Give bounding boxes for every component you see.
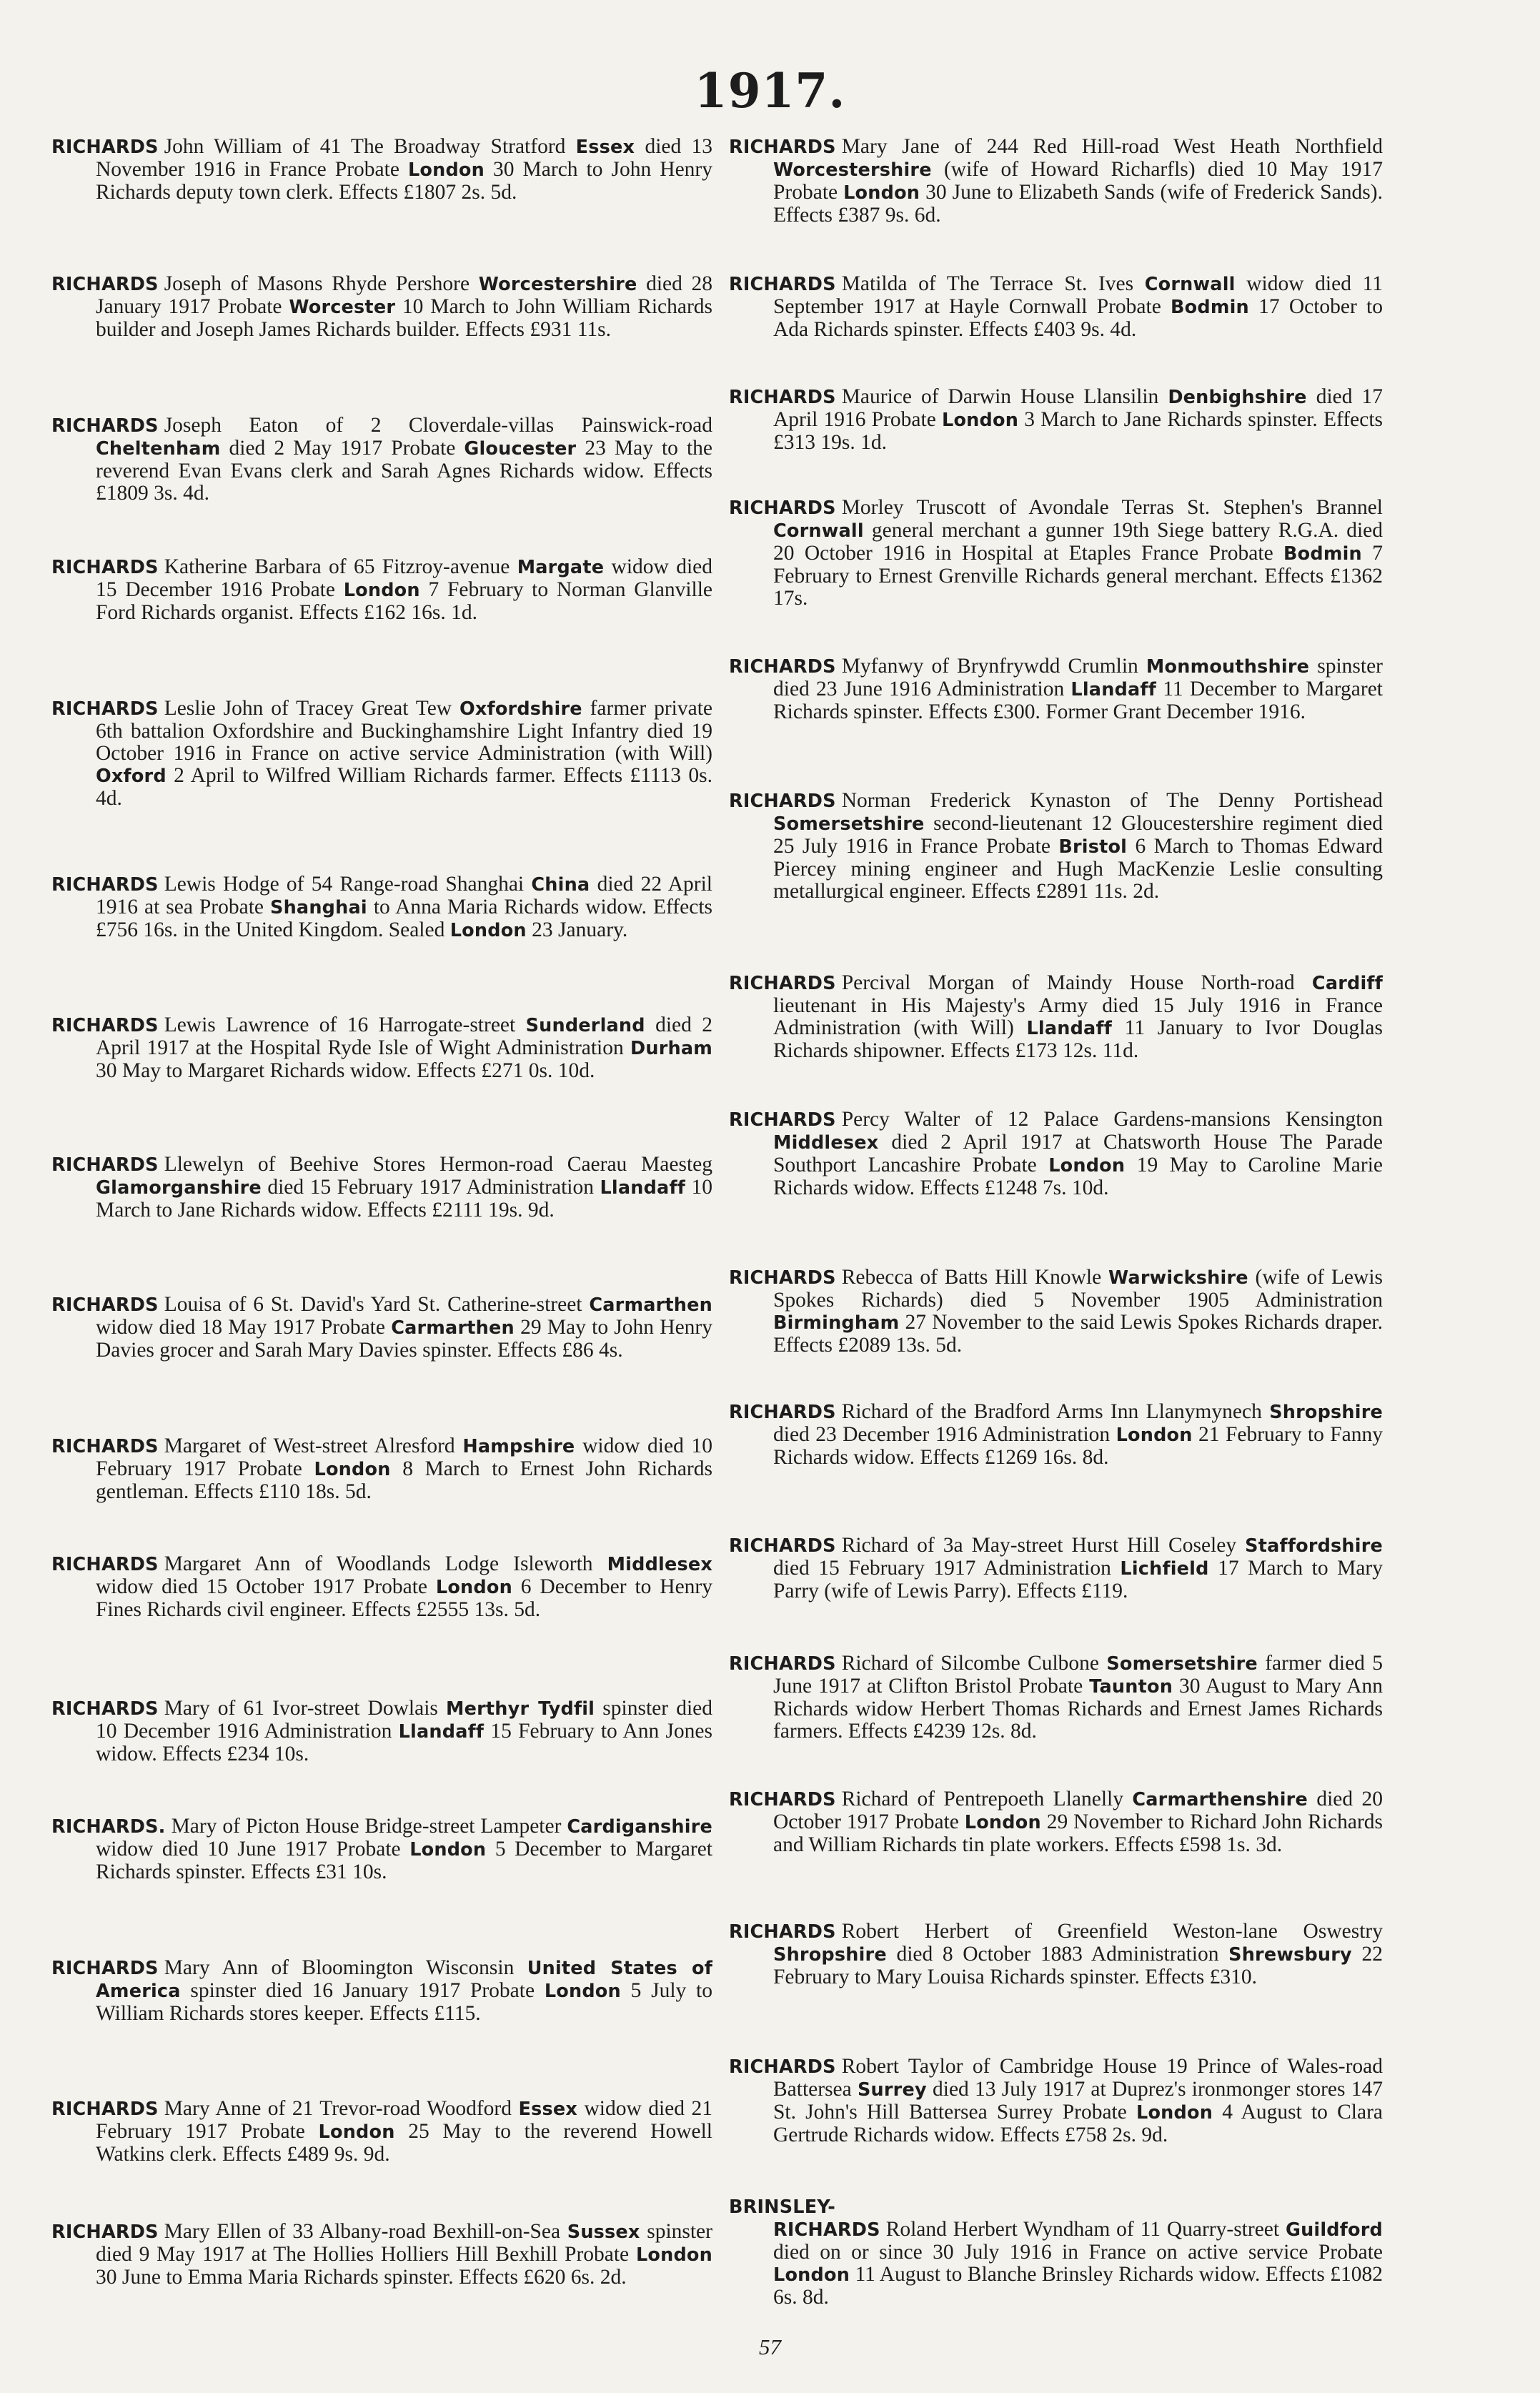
probate-entry	[51, 873, 712, 942]
entry-place-name: Carmarthen	[589, 1294, 712, 1316]
entry-text: Margaret of West-street Alresford	[164, 1435, 463, 1457]
probate-entry	[51, 2098, 712, 2166]
entry-text: Percival Morgan of Maindy House North-road	[841, 971, 1312, 994]
entry-text: 5 July to William Richards stores keeper. Effects £115.	[96, 1979, 712, 2025]
entry-text: Matilda of The Terrace St. Ives	[841, 272, 1145, 295]
entry-text: spinster died 16 January 1917 Probate	[180, 1979, 545, 2002]
entry-text: Robert Taylor of Cambridge House 19 Prince of Wales-road Battersea	[773, 2055, 1383, 2101]
entry-text: Lewis Lawrence of 16 Harrogate-street	[164, 1014, 526, 1036]
entry-surname: RICHARDS	[729, 137, 836, 158]
entry-surname: RICHARDS	[729, 1921, 836, 1943]
entry-text: died 23 December 1916 Administration	[773, 1423, 1116, 1446]
probate-entry	[729, 972, 1383, 1062]
entry-text: Norman Frederick Kynaston of The Denny Portishead	[841, 789, 1383, 812]
entry-place-name: Carmarthenshire	[1132, 1789, 1308, 1810]
entry-text: widow died 15 October 1917 Probate	[96, 1575, 436, 1598]
entry-place-name: Merthyr Tydfil	[446, 1698, 595, 1720]
page-year-heading: 1917.	[694, 63, 846, 119]
entry-surname: RICHARDS	[51, 274, 159, 295]
entry-surname-prefix: BRINSLEY-	[729, 2196, 836, 2218]
entry-surname: RICHARDS	[729, 656, 836, 678]
probate-entry	[729, 1921, 1383, 1988]
entry-place-name: Cardiff	[1311, 973, 1383, 994]
entry-text: (wife of Lewis Spokes Richards) died 5 November 1905 Administration	[773, 1266, 1383, 1312]
entry-text: Richard of Silcombe Culbone	[841, 1652, 1107, 1675]
entry-place-name: Margate	[517, 557, 605, 578]
entry-text: died 28 January 1917 Probate	[96, 272, 712, 318]
entry-surname: RICHARDS	[51, 1294, 159, 1316]
entry-place-name: Gloucester	[464, 438, 577, 460]
entry-text: 5 December to Margaret Richards spinster. Effects £31 10s.	[96, 1838, 713, 1883]
entry-surname: RICHARDS	[51, 874, 159, 896]
entry-place-name: Bodmin	[1283, 543, 1362, 565]
entry-text: 21 February to Fanny Richards widow. Effects £1269 16s. 8d.	[773, 1423, 1383, 1469]
entry-text: widow died 21 February 1917 Probate	[96, 2097, 712, 2143]
entry-text: died on or since 30 July 1916 in France on active service Probate	[773, 2241, 1383, 2264]
entry-place-name: Middlesex	[773, 1132, 879, 1154]
entry-text: farmer private 6th battalion Oxfordshire and Buckinghamshire Light Infantry died 19 October 1916 in France on active service Administration (with Will)	[96, 697, 712, 765]
entry-text: 22 February to Mary Louisa Richards spinster. Effects £310.	[773, 1943, 1383, 1988]
entry-text: lieutenant in His Majesty's Army died 15 July 1916 in France Administration (with Will)	[773, 994, 1383, 1039]
entry-text: 30 March to John Henry Richards deputy town clerk. Effects £1807 2s. 5d.	[96, 158, 712, 204]
entry-text: 3 March to Jane Richards spinster. Effects £313 19s. 1d.	[773, 408, 1383, 454]
entry-place-name: Lichfield	[1120, 1558, 1209, 1580]
entry-surname: RICHARDS	[51, 1436, 159, 1457]
probate-entry	[51, 273, 712, 341]
entry-text: spinster died 10 December 1916 Administration	[96, 1697, 713, 1743]
entry-surname: RICHARDS	[51, 415, 159, 437]
entry-surname: RICHARDS	[729, 1402, 836, 1423]
probate-entry	[51, 1435, 712, 1503]
entry-text: died 8 October 1883 Administration	[886, 1943, 1229, 1966]
entry-text: 23 January.	[526, 918, 628, 941]
probate-entry	[51, 1553, 712, 1621]
probate-entry	[51, 1957, 712, 2025]
entry-text: 30 June to Emma Maria Richards spinster. Effects £620 6s. 2d.	[96, 2266, 627, 2289]
entry-surname: RICHARDS	[729, 1789, 836, 1810]
entry-surname: RICHARDS.	[51, 1816, 166, 1838]
entry-surname: RICHARDS	[51, 1015, 159, 1036]
entry-text: Mary of 61 Ivor-street Dowlais	[164, 1697, 447, 1720]
entry-text: widow died 15 December 1916 Probate	[96, 555, 712, 601]
entry-text: spinster died 9 May 1917 at The Hollies Holliers Hill Bexhill Probate	[96, 2220, 712, 2266]
entry-place-name: Monmouthshire	[1146, 656, 1310, 678]
entry-place-name: London	[1136, 2102, 1213, 2124]
entry-surname: RICHARDS	[773, 2219, 880, 2241]
entry-place-name: Bodmin	[1171, 297, 1249, 318]
entry-text: 29 November to Richard John Richards and William Richards tin plate workers. Effects £598 1s. 3d.	[773, 1810, 1383, 1856]
page-number: 57	[759, 2334, 781, 2359]
entry-surname: RICHARDS	[729, 274, 836, 295]
entry-text: 30 May to Margaret Richards widow. Effects £271 0s. 10d.	[96, 1059, 595, 1082]
entry-text: Lewis Hodge of 54 Range-road Shanghai	[164, 873, 532, 896]
entry-text: 30 August to Mary Ann Richards widow Herbert Thomas Richards and Ernest James Richards farmers. Effects £4239 12s. 8d.	[773, 1675, 1383, 1743]
entry-place-name: London	[318, 2121, 395, 2143]
entry-text: 7 February to Ernest Grenville Richards general merchant. Effects £1362 17s.	[773, 542, 1383, 610]
probate-entry	[51, 415, 712, 505]
entry-place-name: United States of America	[96, 1958, 712, 2002]
entry-text: died 15 February 1917 Administration	[261, 1176, 600, 1199]
entry-text: Margaret Ann of Woodlands Lodge Isleworth	[164, 1552, 607, 1575]
probate-entry	[51, 556, 712, 624]
entry-text: Richard of Pentrepoeth Llanelly	[841, 1788, 1133, 1810]
entry-place-name: Middlesex	[607, 1554, 712, 1575]
entry-place-name: Llandaff	[398, 1721, 485, 1743]
entry-place-name: Surrey	[857, 2079, 927, 2101]
entry-surname: RICHARDS	[51, 557, 159, 578]
entry-text: 30 June to Elizabeth Sands (wife of Frederick Sands). Effects £387 9s. 6d.	[773, 181, 1383, 227]
entry-place-name: China	[531, 874, 590, 896]
entry-place-name: Cheltenham	[96, 438, 221, 460]
entry-place-name: London	[1048, 1155, 1126, 1176]
entry-place-name: Oxford	[96, 766, 167, 787]
entry-place-name: Shropshire	[773, 1944, 887, 1966]
entry-text: John William of 41 The Broadway Stratford	[164, 135, 576, 158]
entry-text: died 2 April 1917 at Chatsworth House The Parade Southport Lancashire Probate	[773, 1131, 1383, 1176]
entry-place-name: Worcestershire	[773, 159, 932, 181]
entry-surname: RICHARDS	[51, 2221, 159, 2243]
probate-entry	[729, 655, 1383, 723]
entry-place-name: Worcester	[289, 297, 396, 318]
entry-text: died 13 November 1916 in France Probate	[96, 135, 712, 181]
entry-text: Robert Herbert of Greenfield Weston-lane Oswestry	[841, 1920, 1383, 1943]
entry-place-name: London	[409, 1839, 487, 1861]
probate-entry	[729, 273, 1383, 341]
probate-entry	[51, 2221, 712, 2289]
entry-text: (wife of Howard Richarfls) died 10 May 1917 Probate	[773, 158, 1383, 204]
probate-entry	[729, 1653, 1383, 1743]
entry-surname: RICHARDS	[729, 1109, 836, 1131]
entry-text: Maurice of Darwin House Llansilin	[841, 385, 1168, 408]
probate-entry	[51, 698, 712, 810]
entry-place-name: Guildford	[1285, 2219, 1383, 2241]
entry-text: Joseph of Masons Rhyde Pershore	[164, 272, 479, 295]
entry-text: 11 August to Blanche Brinsley Richards widow. Effects £1082 6s. 8d.	[773, 2263, 1383, 2309]
entry-text: 29 May to John Henry Davies grocer and Sarah Mary Davies spinster. Effects £86 4s.	[96, 1316, 712, 1362]
entry-surname: RICHARDS	[729, 387, 836, 408]
entry-place-name: Sussex	[567, 2221, 640, 2243]
probate-entry	[729, 790, 1383, 903]
entry-place-name: Warwickshire	[1108, 1267, 1248, 1289]
entry-place-name: London	[843, 182, 920, 204]
entry-place-name: Cornwall	[1144, 274, 1236, 295]
entry-place-name: Llandaff	[600, 1177, 686, 1199]
entry-place-name: London	[343, 580, 420, 601]
entry-text: Mary Anne of 21 Trevor-road Woodford	[164, 2097, 519, 2120]
entry-place-name: London	[635, 2244, 712, 2266]
entry-text: Leslie John of Tracey Great Tew	[164, 697, 459, 720]
entry-text: 27 November to the said Lewis Spokes Richards draper. Effects £2089 13s. 5d.	[773, 1311, 1383, 1357]
entry-text: died 13 July 1917 at Duprez's ironmonger stores 147 St. John's Hill Battersea Surrey Probate	[773, 2078, 1383, 2124]
entry-text: 8 March to Ernest John Richards gentleman. Effects £110 18s. 5d.	[96, 1457, 712, 1503]
entry-place-name: London	[435, 1577, 512, 1598]
entry-text: spinster died 23 June 1916 Administration	[773, 655, 1383, 700]
entry-text: Richard of the Bradford Arms Inn Llanymynech	[841, 1400, 1270, 1423]
entry-place-name: Somersetshire	[1106, 1653, 1258, 1675]
entry-surname: RICHARDS	[51, 1154, 159, 1176]
entry-text: died 15 February 1917 Administration	[773, 1557, 1121, 1580]
entry-surname: RICHARDS	[729, 1653, 836, 1675]
entry-text: died 17 April 1916 Probate	[773, 385, 1383, 431]
entry-text: Llewelyn of Beehive Stores Hermon-road Caerau Maesteg	[164, 1153, 712, 1176]
entry-text: died 2 May 1917 Probate	[220, 437, 465, 460]
entry-place-name: Sunderland	[525, 1015, 645, 1036]
entry-surname: RICHARDS	[729, 973, 836, 994]
entry-text: Rebecca of Batts Hill Knowle	[841, 1266, 1109, 1289]
probate-entry	[729, 2196, 1383, 2309]
entry-text: 6 March to Thomas Edward Piercey mining engineer and Hugh MacKenzie Leslie consulting metallurgical engineer. Effects £2891 11s. 2d.	[773, 835, 1383, 903]
entry-place-name: Essex	[518, 2099, 577, 2120]
entry-place-name: Taunton	[1089, 1676, 1173, 1698]
entry-text: Joseph Eaton of 2 Cloverdale-villas Painswick-road	[164, 414, 712, 437]
entry-surname: RICHARDS	[51, 137, 159, 158]
entry-text: 10 March to John William Richards builder and Joseph James Richards builder. Effects £931 11s.	[96, 295, 713, 341]
probate-entry	[51, 1815, 712, 1883]
entry-text: 7 February to Norman Glanville Ford Richards organist. Effects £162 16s. 1d.	[96, 578, 712, 624]
entry-text: 17 March to Mary Parry (wife of Lewis Parry). Effects £119.	[773, 1557, 1383, 1602]
entry-text: Mary Jane of 244 Red Hill-road West Heath Northfield	[841, 135, 1383, 158]
entry-text: Morley Truscott of Avondale Terras St. Stephen's Brannel	[841, 496, 1383, 519]
entry-text: 17 October to Ada Richards spinster. Effects £403 9s. 4d.	[773, 295, 1383, 341]
entry-surname: RICHARDS	[729, 2056, 836, 2078]
probate-entry	[51, 136, 712, 204]
entry-place-name: Carmarthen	[391, 1317, 515, 1339]
entry-text: Louisa of 6 St. David's Yard St. Catherine-street	[164, 1293, 590, 1316]
entry-place-name: Birmingham	[773, 1312, 900, 1334]
entry-text: widow died 10 June 1917 Probate	[96, 1838, 410, 1861]
probate-entry	[729, 1109, 1383, 1199]
entry-text: 11 January to Ivor Douglas Richards shipowner. Effects £173 12s. 11d.	[773, 1016, 1383, 1062]
entry-text: 6 December to Henry Fines Richards civil engineer. Effects £2555 13s. 5d.	[96, 1575, 712, 1621]
probate-entry	[729, 1788, 1383, 1856]
entry-place-name: London	[964, 1812, 1041, 1833]
entry-text: Katherine Barbara of 65 Fitzroy-avenue	[164, 555, 517, 578]
entry-surname: RICHARDS	[51, 1554, 159, 1575]
probate-entry	[729, 2056, 1383, 2146]
entry-place-name: Staffordshire	[1245, 1535, 1383, 1557]
entry-surname: RICHARDS	[729, 1535, 836, 1557]
entry-text: Richard of 3a May-street Hurst Hill Coseley	[841, 1534, 1246, 1557]
entry-place-name: Denbighshire	[1168, 387, 1307, 408]
entry-text: 15 February to Ann Jones widow. Effects £234 10s.	[96, 1720, 712, 1765]
entry-place-name: Cardiganshire	[567, 1816, 712, 1838]
entry-place-name: London	[314, 1459, 391, 1480]
entry-text: 19 May to Caroline Marie Richards widow. Effects £1248 7s. 10d.	[773, 1154, 1383, 1199]
entry-surname: RICHARDS	[51, 1698, 159, 1720]
entry-place-name: Hampshire	[462, 1436, 575, 1457]
entry-place-name: London	[407, 159, 485, 181]
entry-text: Mary Ann of Bloomington Wisconsin	[164, 1956, 527, 1979]
entry-place-name: Somersetshire	[773, 813, 925, 835]
entry-text: 11 December to Margaret Richards spinster. Effects £300. Former Grant December 1916.	[773, 678, 1383, 723]
entry-text: Mary of Picton House Bridge-street Lampeter	[171, 1815, 567, 1838]
entry-text: Mary Ellen of 33 Albany-road Bexhill-on-Sea	[164, 2220, 567, 2243]
probate-entry	[729, 1267, 1383, 1357]
entry-place-name: Llandaff	[1026, 1018, 1113, 1039]
probate-entry	[51, 1014, 712, 1082]
probate-entry	[51, 1154, 712, 1222]
probate-entry	[51, 1698, 712, 1765]
entry-text: second-lieutenant 12 Gloucestershire regiment died 25 July 1916 in France Probate	[773, 812, 1383, 858]
entry-place-name: London	[544, 1981, 621, 2002]
entry-place-name: Bristol	[1058, 836, 1128, 858]
entry-text: 4 August to Clara Gertrude Richards widow. Effects £758 2s. 9d.	[773, 2101, 1383, 2146]
entry-text: widow died 11 September 1917 at Hayle Cornwall Probate	[773, 272, 1383, 318]
entry-text: 10 March to Jane Richards widow. Effects £2111 19s. 9d.	[96, 1176, 713, 1222]
entry-place-name: Worcestershire	[478, 274, 637, 295]
entry-text: general merchant a gunner 19th Siege battery R.G.A. died 20 October 1916 in Hospital at Etaples France Probate	[773, 519, 1383, 565]
entry-place-name: Cornwall	[773, 520, 864, 542]
entry-place-name: Essex	[575, 137, 635, 158]
entry-text: Myfanwy of Brynfrywdd Crumlin	[841, 655, 1146, 678]
entry-surname: RICHARDS	[729, 497, 836, 519]
probate-entry	[729, 136, 1383, 227]
entry-text: 23 May to the reverend Evan Evans clerk and Sarah Agnes Richards widow. Effects £1809 3s. 4d.	[96, 437, 712, 505]
probate-entry	[729, 497, 1383, 610]
entry-place-name: London	[1116, 1425, 1193, 1446]
entry-place-name: Shanghai	[270, 897, 367, 918]
entry-place-name: London	[449, 920, 527, 941]
entry-place-name: Shrewsbury	[1228, 1944, 1352, 1966]
entry-place-name: Llandaff	[1070, 679, 1157, 700]
probate-entry	[729, 1401, 1383, 1469]
entry-place-name: Glamorganshire	[96, 1177, 262, 1199]
entry-surname: RICHARDS	[51, 1958, 159, 1979]
entry-text: 25 May to the reverend Howell Watkins clerk. Effects £489 9s. 9d.	[96, 2120, 712, 2166]
entry-text: died 2 April 1917 at the Hospital Ryde Isle of Wight Administration	[96, 1014, 712, 1059]
entry-text: to Anna Maria Richards widow. Effects £756 16s. in the United Kingdom. Sealed	[96, 896, 712, 941]
entry-surname: RICHARDS	[51, 698, 159, 720]
entry-place-name: London	[773, 2264, 850, 2286]
entry-text: widow died 10 February 1917 Probate	[96, 1435, 712, 1480]
probate-entry	[51, 1294, 712, 1362]
entry-text: Percy Walter of 12 Palace Gardens-mansions Kensington	[841, 1108, 1383, 1131]
entry-surname: RICHARDS	[51, 2099, 159, 2120]
entry-text: died 22 April 1916 at sea Probate	[96, 873, 712, 918]
entry-place-name: Shropshire	[1269, 1402, 1383, 1423]
entry-text: Roland Herbert Wyndham of 11 Quarry-street	[885, 2218, 1286, 2241]
entry-surname: RICHARDS	[729, 791, 836, 812]
entry-place-name: London	[942, 410, 1019, 431]
probate-entry	[729, 1535, 1383, 1602]
entry-place-name: Durham	[630, 1038, 712, 1059]
entry-text: died 20 October 1917 Probate	[773, 1788, 1383, 1833]
probate-entry	[729, 386, 1383, 454]
entry-text: farmer died 5 June 1917 at Clifton Bristol Probate	[773, 1652, 1383, 1698]
entry-place-name: Oxfordshire	[459, 698, 582, 720]
entry-surname: RICHARDS	[729, 1267, 836, 1289]
entry-text: 2 April to Wilfred William Richards farmer. Effects £1113 0s. 4d.	[96, 764, 712, 810]
entry-text: widow died 18 May 1917 Probate	[96, 1316, 392, 1339]
